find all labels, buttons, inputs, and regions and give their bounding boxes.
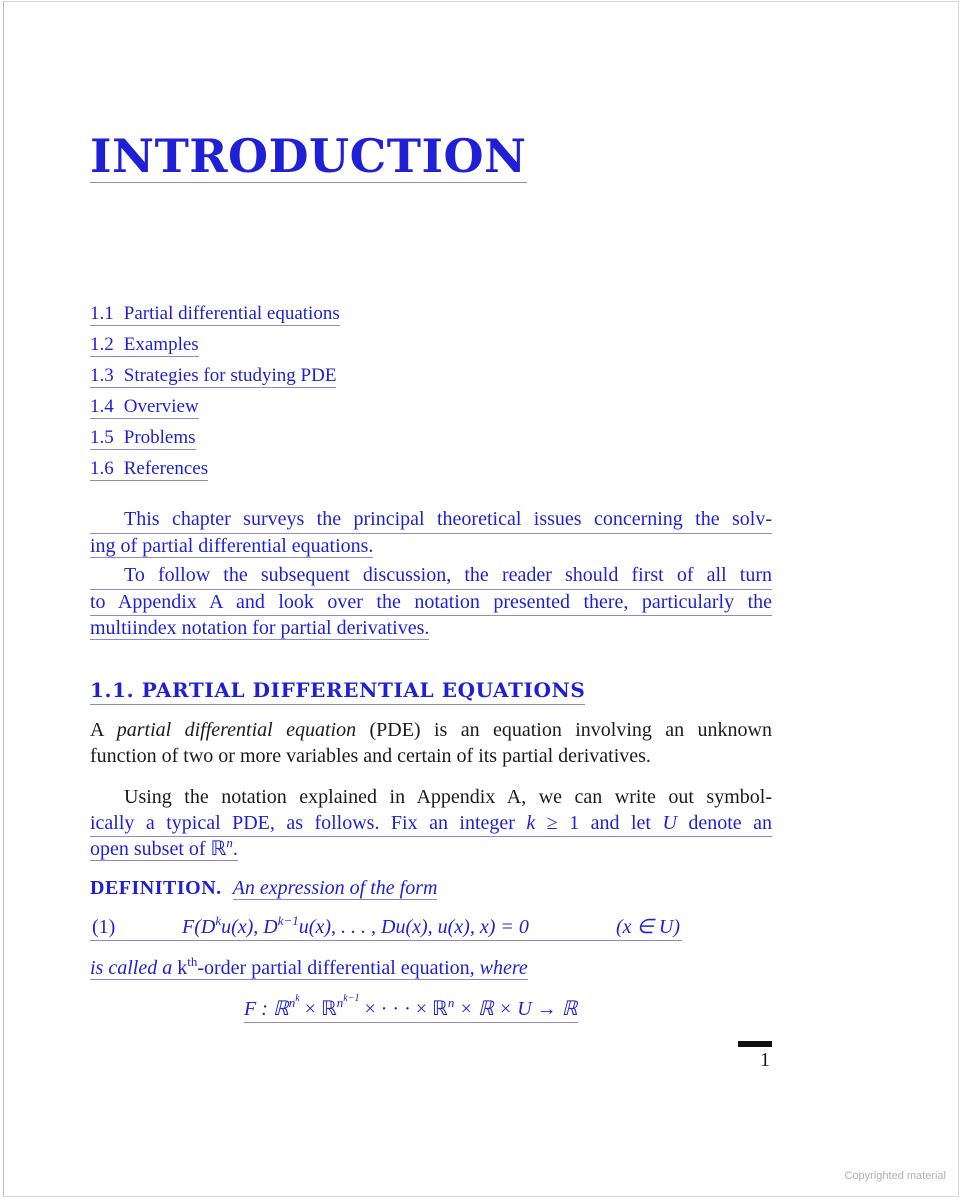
document-page	[3, 1, 959, 1197]
definition-label: DEFINITION.	[90, 877, 222, 899]
chapter-title[interactable]: INTRODUCTION	[90, 129, 527, 183]
toc-item[interactable]	[90, 453, 340, 484]
equation-1[interactable]	[90, 914, 682, 941]
toc-item[interactable]	[90, 422, 340, 453]
toc-item[interactable]	[90, 298, 340, 329]
equation-condition: (x ∈ U)	[615, 916, 680, 938]
definition-heading-line[interactable]	[90, 875, 437, 901]
definition-statement[interactable]: is called a $k^{th}$-order partial differential equation, where	[90, 954, 528, 979]
section-heading[interactable]: 1.1. PARTIAL DIFFERENTIAL EQUATIONS	[90, 676, 585, 705]
text-line: A partial differential equation (PDE) is an equation involving an unknown	[90, 719, 772, 741]
section-paragraph-1	[90, 718, 772, 769]
page-number: 1	[760, 1049, 770, 1071]
text-line: ing of partial differential equations.	[90, 534, 374, 557]
toc-link-1-3[interactable]: 1.3 Strategies for studying PDE	[90, 365, 337, 386]
text-line: function of two or more variables and certain of its partial derivatives.	[90, 744, 651, 767]
copyright-watermark: Copyrighted material	[844, 1170, 946, 1182]
toc-item[interactable]	[90, 391, 340, 422]
page-number-rule	[738, 1041, 772, 1047]
intro-paragraph-2[interactable]	[90, 563, 772, 642]
toc-link-1-2[interactable]: 1.2 Examples	[90, 334, 199, 355]
intro-paragraph-1[interactable]	[90, 507, 772, 559]
text-line: To follow the subsequent discussion, the reader should first of all turn	[90, 563, 772, 590]
toc-link-1-1[interactable]: 1.1 Partial differential equations	[90, 303, 340, 324]
text-line: open subset of ℝ$^n$.	[90, 835, 238, 860]
text-line: multiindex notation for partial derivatives.	[90, 617, 430, 639]
toc-item[interactable]	[90, 360, 340, 391]
section-paragraph-2[interactable]	[90, 785, 772, 863]
text-line: to Appendix A and look over the notation presented there, particularly the	[90, 590, 772, 617]
table-of-contents	[90, 298, 340, 484]
text-line: Using the notation explained in Appendix A, we can write out symbol-	[124, 786, 772, 808]
toc-item[interactable]	[90, 329, 340, 360]
mapping-equation[interactable]: F : ℝ$^{n^k}$ × ℝ$^{n^{k-1}}$ × · · · × ℝ$^n$ × ℝ × U → ℝ	[244, 996, 578, 1023]
toc-link-1-4[interactable]: 1.4 Overview	[90, 396, 199, 417]
toc-link-1-5[interactable]: 1.5 Problems	[90, 427, 196, 448]
text-line: This chapter surveys the principal theoretical issues concerning the solv-	[90, 507, 772, 534]
definition-intro: An expression of the form	[232, 877, 438, 899]
equation-body: $F(D^ku(x)$, $D^{k-1}u(x)$, . . . , Du(x), u(x), x) = 0	[182, 913, 529, 938]
text-line: ically a typical PDE, as follows. Fix an integer k ≥ 1 and let U denote an	[90, 811, 772, 838]
equation-number: (1)	[92, 916, 116, 938]
toc-link-1-6[interactable]: 1.6 References	[90, 458, 209, 479]
